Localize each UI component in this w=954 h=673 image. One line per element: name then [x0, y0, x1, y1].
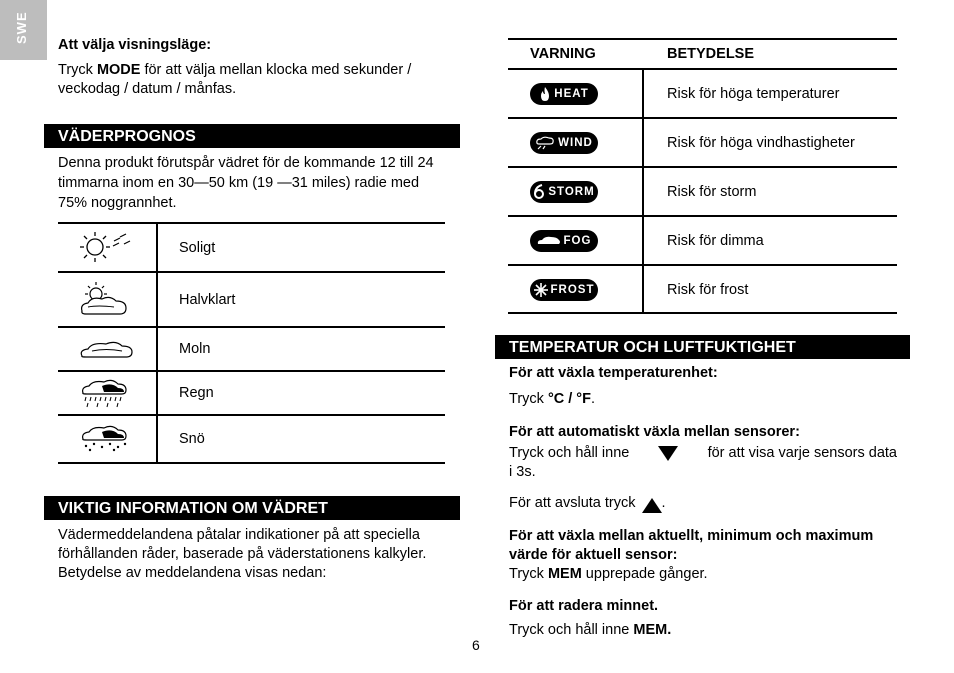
auto-heading: För att automatiskt växla mellan sensorer:	[509, 424, 800, 440]
warning-meaning-wind: Risk för höga vindhastigheter	[667, 135, 855, 151]
storm-badge: STORM	[530, 181, 598, 203]
forecast-section-header: VÄDERPROGNOS	[44, 124, 460, 148]
forecast-label-cloudy: Moln	[179, 341, 211, 357]
partly-cloudy-icon	[78, 281, 130, 322]
frost-badge: FROST	[530, 279, 598, 301]
flame-icon	[539, 87, 551, 102]
language-tab-label: SWE	[14, 11, 29, 44]
celsius-fahrenheit-key: °C / °F	[547, 391, 591, 407]
down-arrow-icon	[658, 446, 678, 461]
mem-key: MEM	[547, 566, 582, 582]
warning-meaning-storm: Risk för storm	[667, 184, 757, 200]
wind-icon	[535, 136, 555, 150]
rain-icon	[80, 378, 130, 413]
temp-humidity-section-header: TEMPERATUR OCH LUFTFUKTIGHET	[495, 335, 910, 359]
clear-heading: För att radera minnet.	[509, 598, 659, 614]
warning-meaning-heat: Risk för höga temperaturer	[667, 86, 840, 102]
snowflake-icon	[534, 283, 548, 297]
unit-heading: För att växla temperaturenhet:	[509, 365, 718, 381]
warning-col-header: VARNING	[530, 46, 596, 62]
display-mode-heading: Att välja visningsläge:	[58, 37, 212, 53]
fog-icon	[537, 236, 561, 246]
heat-badge: HEAT	[530, 83, 598, 105]
unit-text: Tryck °C / °F.	[509, 391, 595, 407]
forecast-label-snow: Snö	[179, 431, 205, 447]
sunny-icon	[80, 229, 132, 268]
auto-text: Tryck och håll inne för att visa varje sensors data i 3s.	[509, 445, 897, 480]
weather-info-section-header: VIKTIG INFORMATION OM VÄDRET	[44, 496, 460, 520]
cloudy-icon	[78, 338, 134, 365]
end-text: För att avsluta tryck .	[509, 495, 666, 511]
forecast-label-sunny: Soligt	[179, 240, 216, 256]
warning-meaning-frost: Risk för frost	[667, 282, 749, 298]
fog-badge: FOG	[530, 230, 598, 252]
minmax-heading: För att växla mellan aktuellt, minimum och maximum värde för aktuell sensor:	[509, 528, 874, 563]
mode-key: MODE	[96, 62, 141, 78]
meaning-col-header: BETYDELSE	[667, 46, 755, 62]
warning-meaning-fog: Risk för dimma	[667, 233, 764, 249]
display-mode-text: Tryck MODE för att välja mellan klocka med sekunder / veckodag / datum / månfas.	[58, 62, 412, 97]
weather-info-body: Vädermeddelandena påtalar indikationer på att speciella förhållanden råder, baserade på väderstationens kalkyler. Betydelse av meddelandena visas nedan:	[58, 527, 427, 581]
clear-text: Tryck och håll inne MEM.	[509, 622, 672, 638]
storm-icon	[533, 184, 545, 200]
mem-hold-key: MEM.	[633, 622, 672, 638]
forecast-label-rain: Regn	[179, 385, 214, 401]
page-number: 6	[472, 637, 480, 653]
snow-icon	[80, 424, 132, 457]
forecast-label-partly-cloudy: Halvklart	[179, 292, 236, 308]
up-arrow-icon	[642, 498, 662, 513]
language-tab	[0, 0, 47, 60]
wind-badge: WIND	[530, 132, 598, 154]
forecast-body: Denna produkt förutspår vädret för de kommande 12 till 24 timmarna inom en 30—50 km (19 —31 miles) radie med 75% noggrannhet.	[58, 155, 434, 211]
minmax-text: Tryck MEM upprepade gånger.	[509, 566, 708, 582]
